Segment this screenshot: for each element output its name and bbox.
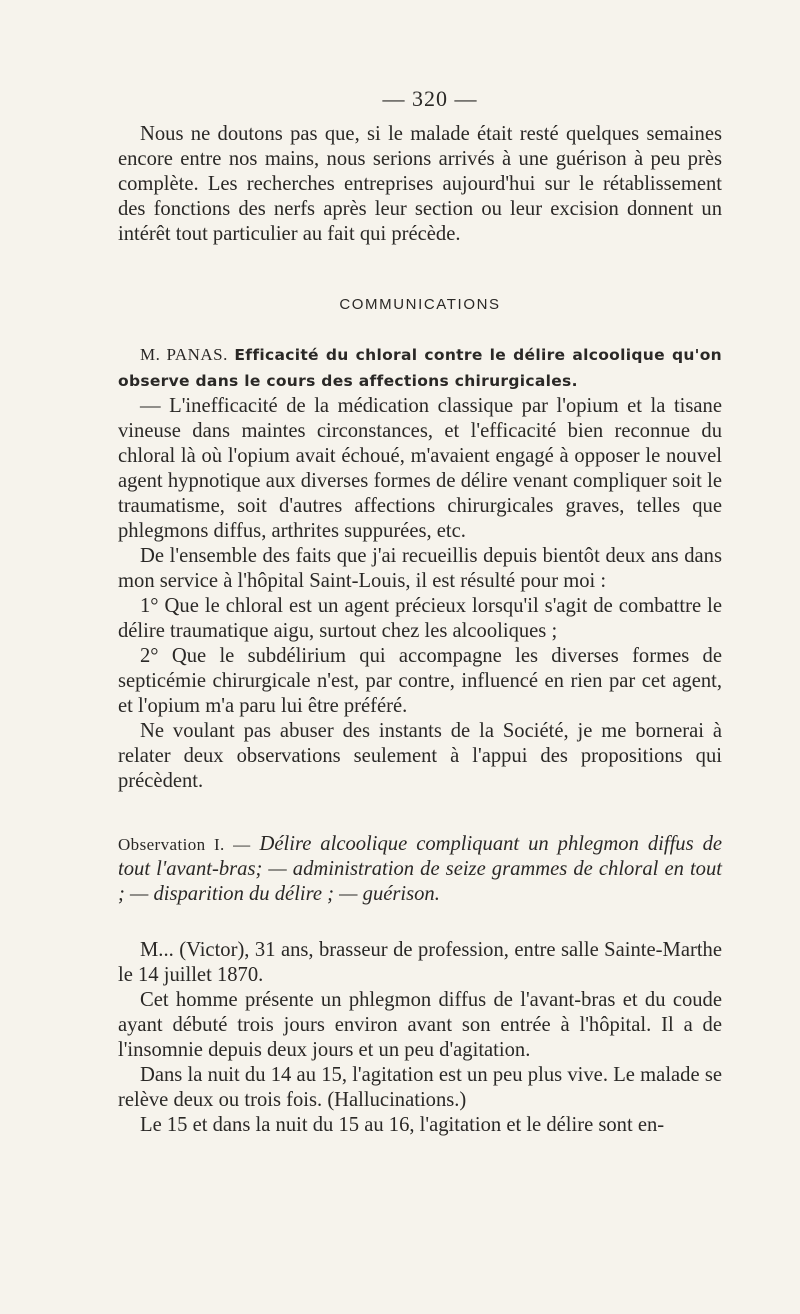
observation-title: Délire alcoolique compliquant un phlegmon diffus de tout l'avant-bras; — administration de seize grammes de chloral en tout ; — disparition du délire ; — guérison. (118, 833, 723, 905)
communication-paragraph: 1° Que le chloral est un agent précieux lorsqu'il s'agit de combattre le délire traumatique aigu, surtout chez les alcooliques ; (118, 595, 722, 642)
communication-opening (118, 342, 722, 394)
communication-first-paragraph: — L'inefficacité de la médication classique par l'opium et la tisane vineuse dans maintes circonstances, et l'efficacité bien reconnue du chloral là où l'opium avait échoué, m'avaient engagé à opposer le nouvel agent hypnotique aux diverses formes de délire venant compliquer soit le traumatisme, soit d'autres affections chirurgicales graves, telles que phlegmons diffus, arthrites suppurées, etc. (118, 395, 722, 542)
page-number: — 320 — (382, 86, 478, 111)
case-paragraph: Dans la nuit du 14 au 15, l'agitation est un peu plus vive. Le malade se relève deux ou trois fois. (Hallucinations.) (118, 1064, 722, 1111)
communication-paragraph: Ne voulant pas abuser des instants de la Société, je me bornerai à relater deux observations seulement à l'appui des propositions qui précèdent. (118, 720, 722, 792)
observation-label: Observation I. — (118, 835, 251, 854)
communication-title: Efficacité du chloral contre le délire alcoolique qu'on observe dans le cours des affections chirurgicales. (118, 346, 722, 390)
case-paragraph: Le 15 et dans la nuit du 15 au 16, l'agitation et le délire sont en- (140, 1114, 665, 1136)
intro-paragraph: Nous ne doutons pas que, si le malade était resté quelques semaines encore entre nos mains, nous serions arrivés à une guérison à peu près complète. Les recherches entreprises aujourd'hui sur le rétablissement des fonctions des nerfs après leur section ou leur excision donnent un intérêt tout particulier au fait qui précède. (118, 123, 722, 245)
case-paragraph: M... (Victor), 31 ans, brasseur de profession, entre salle Sainte-Marthe le 14 juillet 1870. (118, 939, 722, 986)
communication-paragraph: 2° Que le subdélirium qui accompagne les diverses formes de septicémie chirurgicale n'est, par contre, influencé en rien par cet agent, et l'opium m'a paru lui être préféré. (118, 645, 722, 717)
case-paragraph: Cet homme présente un phlegmon diffus de l'avant-bras et du coude ayant débuté trois jours environ avant son entrée à l'hôpital. Il a de l'insomnie depuis deux jours et un peu d'agitation. (118, 989, 722, 1061)
communication-paragraph: De l'ensemble des faits que j'ai recueillis depuis bientôt deux ans dans mon service à l'hôpital Saint-Louis, il est résulté pour moi : (118, 545, 722, 592)
communication-author: M. PANAS. (140, 345, 228, 364)
observation-heading (118, 832, 722, 907)
section-heading: COMMUNICATIONS (339, 296, 501, 313)
